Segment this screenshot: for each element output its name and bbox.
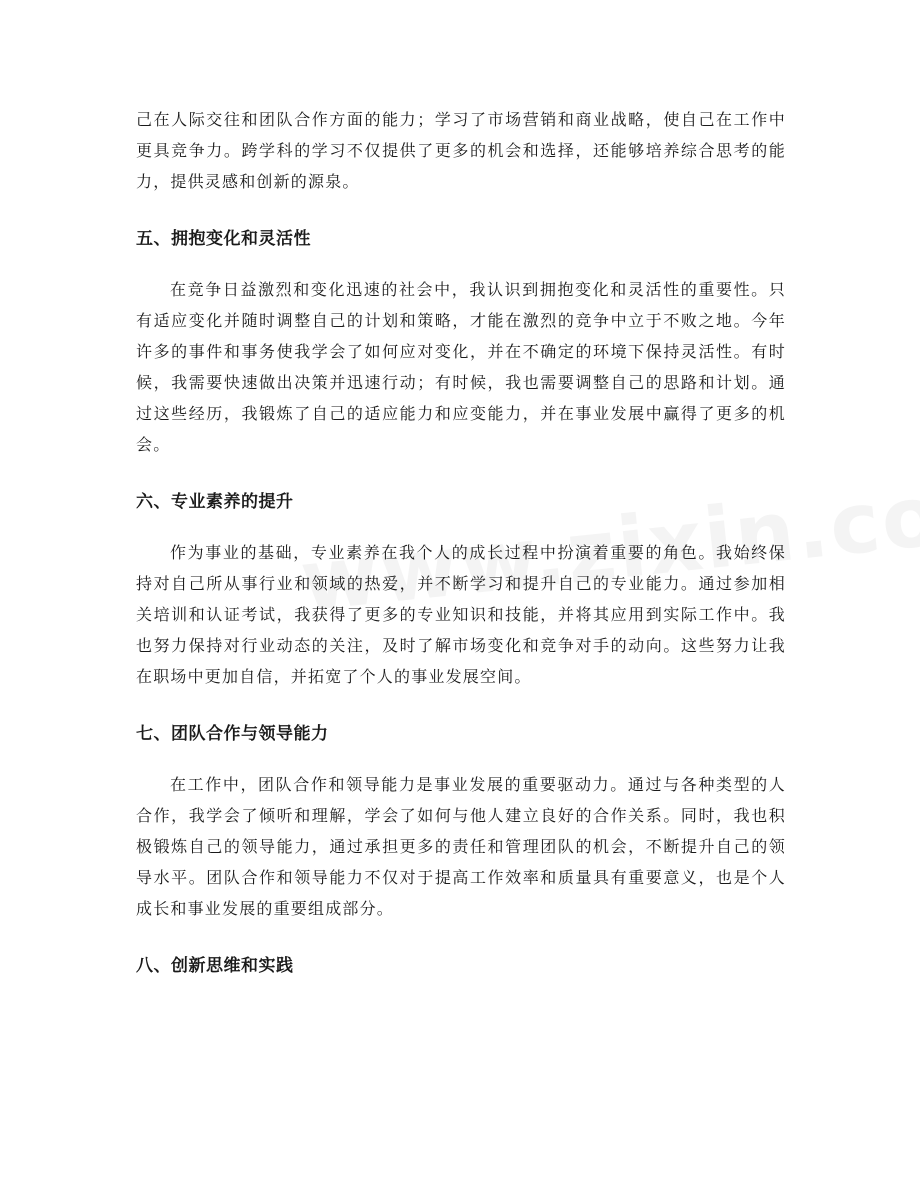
paragraph-section-7: 在工作中，团队合作和领导能力是事业发展的重要驱动力。通过与各种类型的人合作，我学会了倾听和理解，学会了如何与他人建立良好的合作关系。同时，我也积极锻炼自己的领导能力，通过承担更多的责任和管理团队的机会，不断提升自己的领导水平。团队合作和领导能力不仅对于提高工作效率和质量具有重要意义，也是个人成长和事业发展的重要组成部分。 [136, 775, 786, 918]
section-heading-5: 五、拥抱变化和灵活性 [136, 229, 311, 249]
paragraph-section-5: 在竞争日益激烈和变化迅速的社会中，我认识到拥抱变化和灵活性的重要性。只有适应变化并随时调整自己的计划和策略，才能在激烈的竞争中立于不败之地。今年许多的事件和事务使我学会了如何应对变化，并在不确定的环境下保持灵活性。有时候，我需要快速做出决策并迅速行动；有时候，我也需要调整自己的思路和计划。通过这些经历，我锻炼了自己的适应能力和应变能力，并在事业发展中赢得了更多的机会。 [136, 280, 786, 454]
paragraph-section-6: 作为事业的基础，专业素养在我个人的成长过程中扮演着重要的角色。我始终保持对自己所从事行业和领域的热爱，并不断学习和提升自己的专业能力。通过参加相关培训和认证考试，我获得了更多的专业知识和技能，并将其应用到实际工作中。我也努力保持对行业动态的关注，及时了解市场变化和竞争对手的动向。这些努力让我在职场中更加自信，并拓宽了个人的事业发展空间。 [136, 543, 786, 686]
paragraph-intro-continued: 己在人际交往和团队合作方面的能力；学习了市场营销和商业战略，使自己在工作中更具竞争力。跨学科的学习不仅提供了更多的机会和选择，还能够培养综合思考的能力，提供灵感和创新的源泉。 [136, 110, 786, 191]
section-heading-6: 六、专业素养的提升 [136, 492, 294, 512]
section-heading-7: 七、团队合作与领导能力 [136, 724, 329, 744]
document-body [136, 104, 786, 981]
section-heading-8: 八、创新思维和实践 [136, 956, 294, 976]
